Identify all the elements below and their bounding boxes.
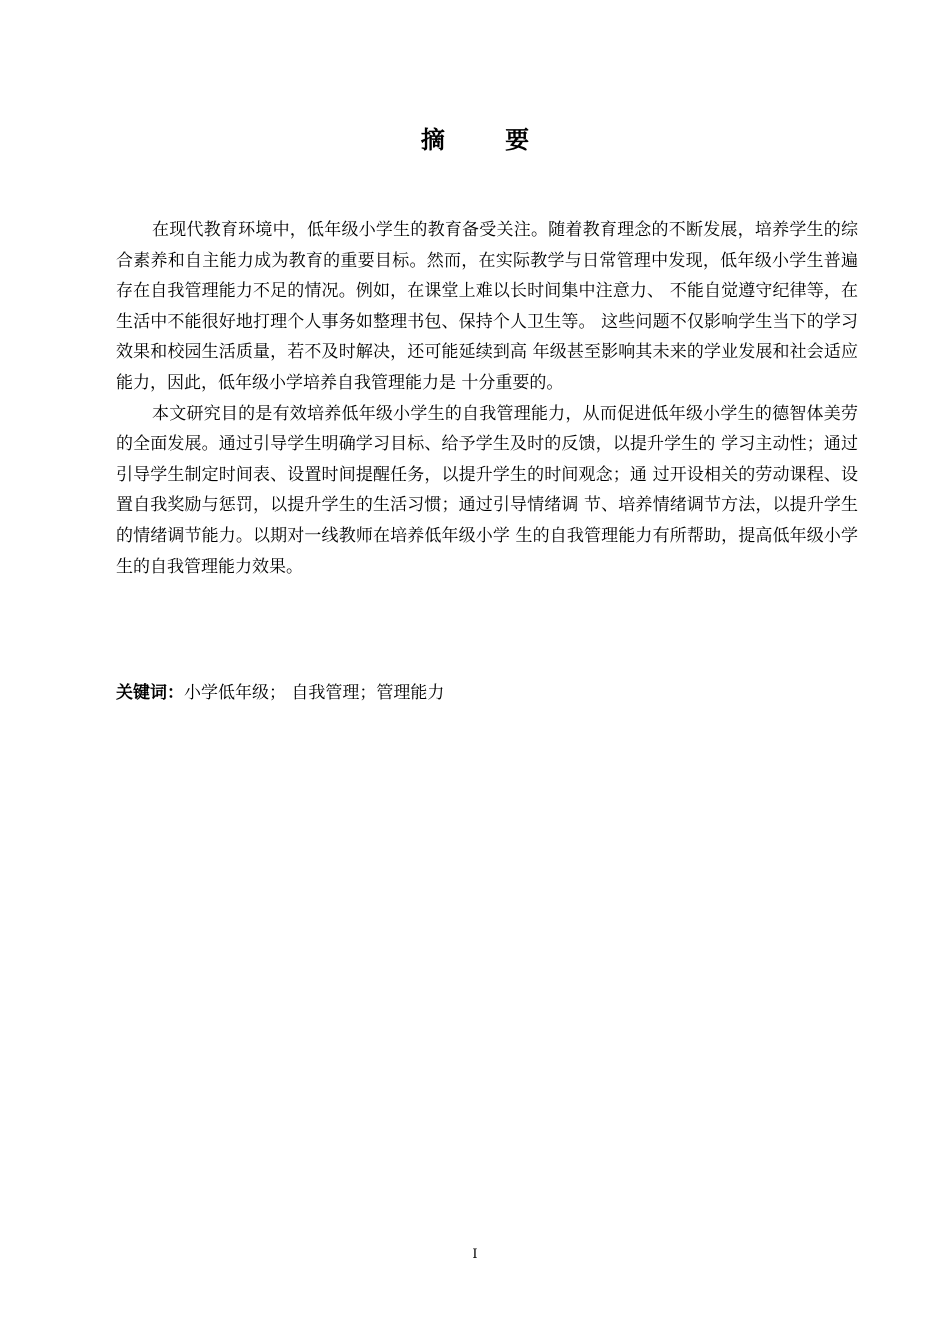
keywords-label: 关键词： [116,683,184,703]
keywords-value: 小学低年级； 自我管理；管理能力 [184,683,445,703]
abstract-paragraph-2: 本文研究目的是有效培养低年级小学生的自我管理能力，从而促进低年级小学生的德智体美劳的全面发展。通过引导学生明确学习目标、给予学生及时的反馈，以提升学生的 学习主动性；通过引导学生制定时间表、设置时间提醒任务，以提升学生的时间观念；通 过开设相关的劳动课程、设置自我奖励与惩罚，以提升学生的生活习惯；通过引导情绪调 节、培养情绪调节方法，以提升学生的情绪调节能力。以期对一线教师在培养低年级小学 生的自我管理能力有所帮助，提高低年级小学生的自我管理能力效果。 [116,403,858,577]
keywords-line [116,678,444,708]
abstract-body [116,215,858,582]
abstract-title: 摘 要 [420,126,556,154]
page-number: I [472,1247,478,1262]
abstract-paragraph-1: 在现代教育环境中，低年级小学生的教育备受关注。随着教育理念的不断发展，培养学生的综合素养和自主能力成为教育的重要目标。然而，在实际教学与日常管理中发现，低年级小学生普遍存在自我管理能力不足的情况。例如，在课堂上难以长时间集中注意力、 不能自觉遵守纪律等，在生活中不能很好地打理个人事务如整理书包、保持个人卫生等。 这些问题不仅影响学生当下的学习效果和校园生活质量，若不及时解决，还可能延续到高 年级甚至影响其未来的学业发展和社会适应能力，因此，低年级小学培养自我管理能力是 十分重要的。 [116,220,858,393]
